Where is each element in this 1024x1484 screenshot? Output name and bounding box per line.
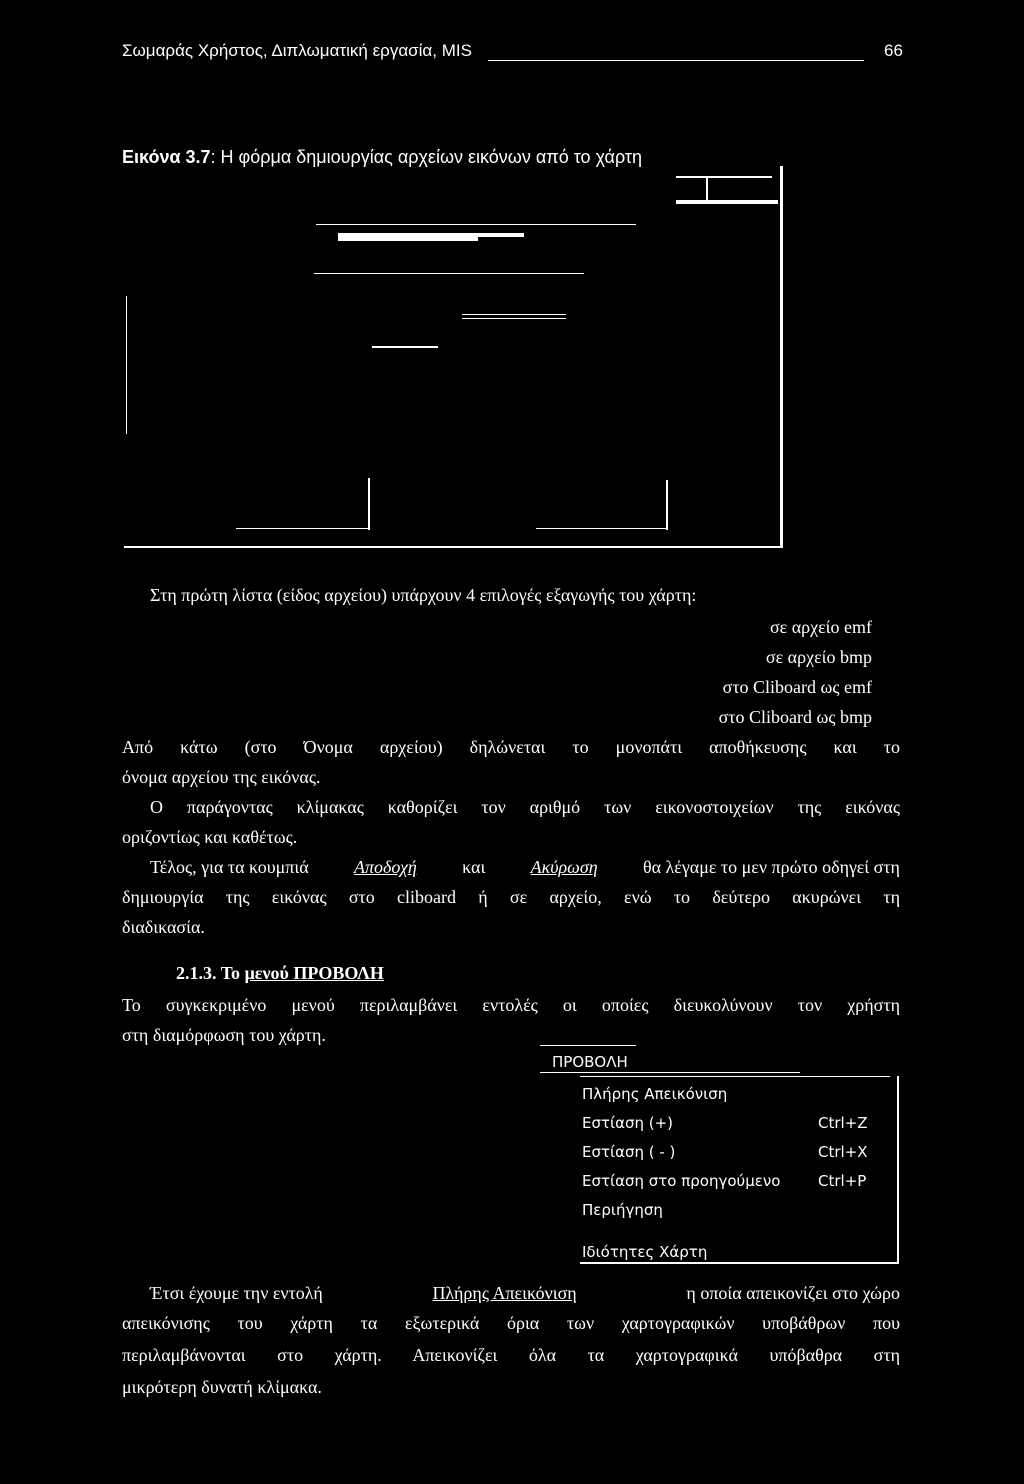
menu-item-zoom-out[interactable]: Εστίαση ( - )	[582, 1143, 676, 1161]
menu-item-zoom-previous[interactable]: Εστίαση στο προηγούμενο	[582, 1172, 781, 1190]
paragraph-buttons-line2: δημιουργία της εικόνας στο cliboard ή σε αρχείο, ενώ το δεύτερο ακυρώνει τη	[122, 887, 900, 907]
dialog-scale-rule	[462, 314, 566, 315]
closing-line2: απεικόνισης του χάρτη τα εξωτερικά όρια των χαρτογραφικών υποβάθρων που	[122, 1313, 900, 1333]
menu-title-underline	[540, 1072, 800, 1073]
menu-title[interactable]: ΠΡΟΒΟΛΗ	[552, 1053, 628, 1071]
closing-line4: μικρότερη δυνατή κλίμακα.	[122, 1377, 322, 1397]
paragraph-text: και	[462, 857, 486, 877]
section-text-line2: στη διαμόρφωση του χάρτη.	[122, 1025, 326, 1045]
paragraph-buttons-line3: διαδικασία.	[122, 917, 205, 937]
section-number: 2.1.3.	[176, 963, 217, 983]
dialog-input-rule	[372, 346, 438, 348]
figure-caption	[122, 146, 642, 168]
paragraph-scale-line1: Ο παράγοντας κλίμακας καθορίζει τον αριθμό των εικονοστοιχείων της εικόνας	[150, 797, 900, 817]
closing-text: η οποία απεικονίζει στο χώρο	[686, 1283, 900, 1303]
closing-text: Έτσι έχουμε την εντολή	[150, 1283, 323, 1303]
accept-button-outline	[236, 528, 370, 529]
dialog-combo-arrow	[478, 233, 524, 237]
dialog-combo-bar	[338, 233, 478, 241]
cancel-term: Ακύρωση	[530, 857, 598, 877]
dialog-title-bar	[676, 200, 778, 204]
paragraph-text: θα λέγαμε το μεν πρώτο οδηγεί στη	[642, 857, 900, 877]
export-option: στο Cliboard ως bmp	[718, 707, 872, 727]
figure-caption-text: : Η φόρμα δημιουργίας αρχείων εικόνων από το χάρτη	[210, 147, 643, 167]
export-option: σε αρχείο bmp	[765, 647, 872, 667]
full-extent-term: Πλήρης Απεικόνιση	[432, 1283, 577, 1303]
section-title-prefix: Το	[220, 963, 241, 983]
paragraph-text: Τέλος, για τα κουμπιά	[150, 857, 309, 877]
menu-item-full-extent[interactable]: Πλήρης Απεικόνιση	[582, 1085, 728, 1103]
menu-item-map-properties[interactable]: Ιδιότητες Χάρτη	[582, 1243, 708, 1261]
page-number: 66	[884, 41, 903, 60]
menu-shortcut: Ctrl+X	[818, 1143, 868, 1161]
dialog-title-rule	[676, 176, 772, 178]
section-title: μενού ΠΡΟΒΟΛΗ	[244, 963, 384, 983]
menu-dropdown-right	[897, 1076, 899, 1264]
paragraph-filename-line1: Από κάτω (στο Όνομα αρχείου) δηλώνεται το μονοπάτι αποθήκευσης και το	[122, 737, 900, 757]
dialog-title-tick	[706, 178, 708, 202]
export-option: σε αρχείο emf	[769, 617, 872, 637]
dialog-left-border	[126, 296, 127, 434]
figure-label: Εικόνα 3.7	[122, 147, 211, 167]
menu-top-rule	[540, 1045, 636, 1046]
intro-text: Στη πρώτη λίστα (είδος αρχείου) υπάρχουν 4 επιλογές εξαγωγής του χάρτη:	[150, 585, 697, 605]
accept-button-edge	[368, 478, 370, 530]
closing-line1	[150, 1282, 900, 1304]
menu-dropdown-bottom	[580, 1262, 899, 1264]
dialog-field-rule	[316, 224, 636, 225]
cancel-button-edge	[666, 480, 668, 530]
paragraph-buttons-line1	[150, 856, 900, 878]
dialog-scale-rule-2	[462, 318, 566, 319]
menu-shortcut: Ctrl+Z	[818, 1114, 868, 1132]
cancel-button-outline	[536, 528, 668, 529]
header-rule	[488, 60, 864, 61]
dialog-bottom-border	[124, 546, 783, 548]
menu-item-zoom-in[interactable]: Εστίαση (+)	[582, 1114, 674, 1132]
menu-item-pan[interactable]: Περιήγηση	[582, 1201, 663, 1219]
section-heading	[176, 962, 384, 984]
running-header: Σωμαράς Χρήστος, Διπλωματική εργασία, MIS	[122, 41, 472, 60]
closing-line3: περιλαμβάνονται στο χάρτη. Απεικονίζει όλα τα χαρτογραφικά υπόβαθρα στη	[122, 1345, 900, 1365]
dialog-filename-rule	[314, 273, 584, 274]
dialog-right-border	[780, 166, 783, 548]
paragraph-scale-line2: οριζοντίως και καθέτως.	[122, 827, 298, 847]
menu-shortcut: Ctrl+P	[818, 1172, 867, 1190]
accept-term: Αποδοχή	[353, 857, 417, 877]
paragraph-filename-line2: όνομα αρχείου της εικόνας.	[122, 767, 321, 787]
export-option: στο Cliboard ως emf	[722, 677, 872, 697]
menu-dropdown-top	[580, 1076, 890, 1077]
section-text-line1: Το συγκεκριμένο μενού περιλαμβάνει εντολές οι οποίες διευκολύνουν τον χρήστη	[122, 995, 900, 1015]
